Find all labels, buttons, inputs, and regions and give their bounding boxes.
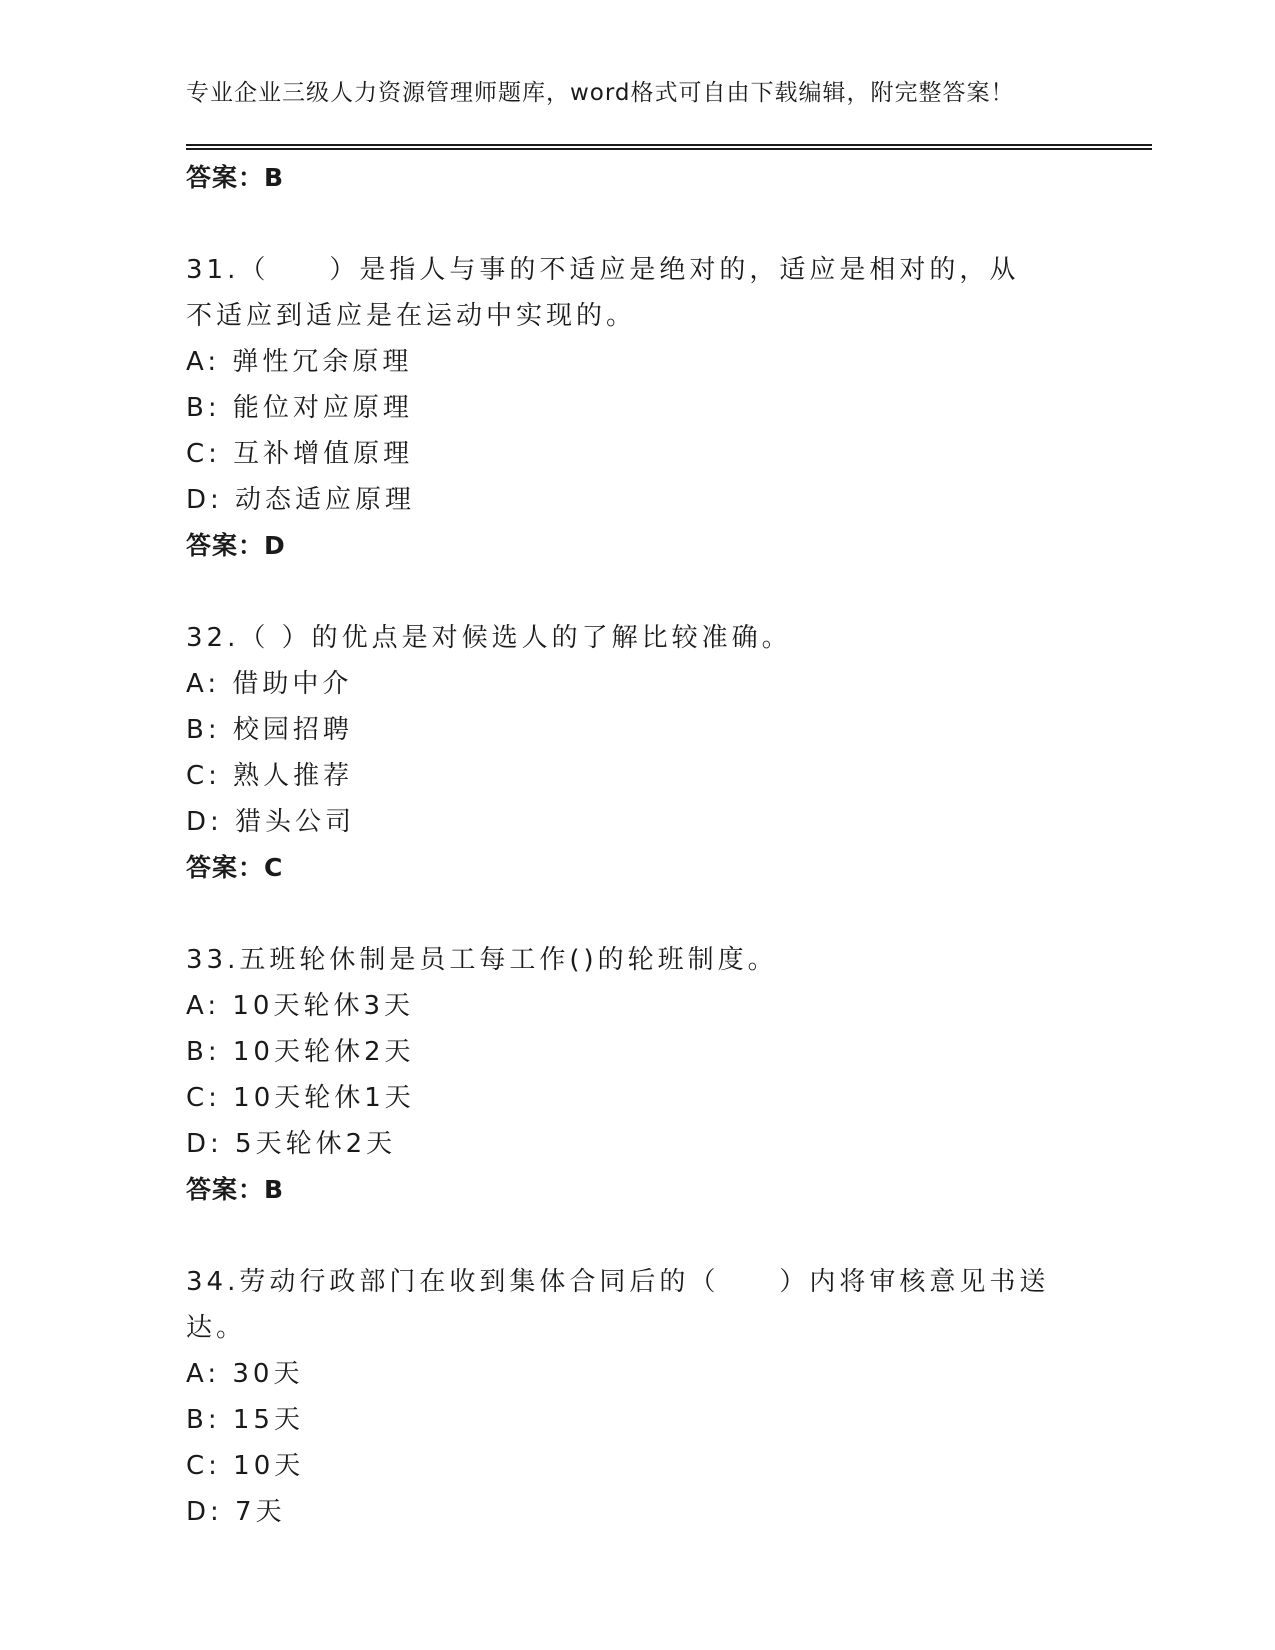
- option-c: C: 10天轮休1天: [186, 1083, 415, 1113]
- option-b: B: 能位对应原理: [186, 393, 413, 423]
- option-a: A: 10天轮休3天: [186, 991, 414, 1021]
- question-item: [186, 937, 1086, 1213]
- option-c: C: 熟人推荐: [186, 761, 354, 791]
- answer-line: 答案：B: [186, 163, 285, 192]
- option-d: D: 5天轮休2天: [186, 1129, 397, 1159]
- question-list: [186, 155, 1086, 1535]
- page-header: 专业企业三级人力资源管理师题库，word格式可自由下载编辑，附完整答案！: [186, 80, 1015, 106]
- answer-line: 答案：B: [186, 1175, 285, 1204]
- option-b: B: 15天: [186, 1405, 304, 1435]
- option-a: A: 弹性冗余原理: [186, 347, 413, 377]
- question-stem: 34.劳动行政部门在收到集体合同后的（ ）内将审核意见书送达。: [186, 1267, 1050, 1343]
- option-d: D: 7天: [186, 1497, 286, 1527]
- option-c: C: 10天: [186, 1451, 305, 1481]
- question-stem: 33.五班轮休制是员工每工作()的轮班制度。: [186, 945, 778, 975]
- option-c: C: 互补增值原理: [186, 439, 414, 469]
- option-b: B: 校园招聘: [186, 715, 353, 745]
- question-stem: 31.（ ）是指人与事的不适应是绝对的，适应是相对的，从不适应到适应是在运动中实现的。: [186, 255, 1020, 331]
- answer-line: 答案：C: [186, 853, 284, 882]
- option-a: A: 30天: [186, 1359, 304, 1389]
- answer-line: 答案：D: [186, 531, 286, 560]
- option-d: D: 猎头公司: [186, 807, 356, 837]
- option-d: D: 动态适应原理: [186, 485, 416, 515]
- option-b: B: 10天轮休2天: [186, 1037, 415, 1067]
- question-item: [186, 615, 1086, 891]
- question-item: [186, 247, 1086, 569]
- question-stem: 32.（ ）的优点是对候选人的了解比较准确。: [186, 623, 792, 653]
- option-a: A: 借助中介: [186, 669, 353, 699]
- header-divider: [186, 144, 1152, 150]
- question-item: [186, 1259, 1086, 1535]
